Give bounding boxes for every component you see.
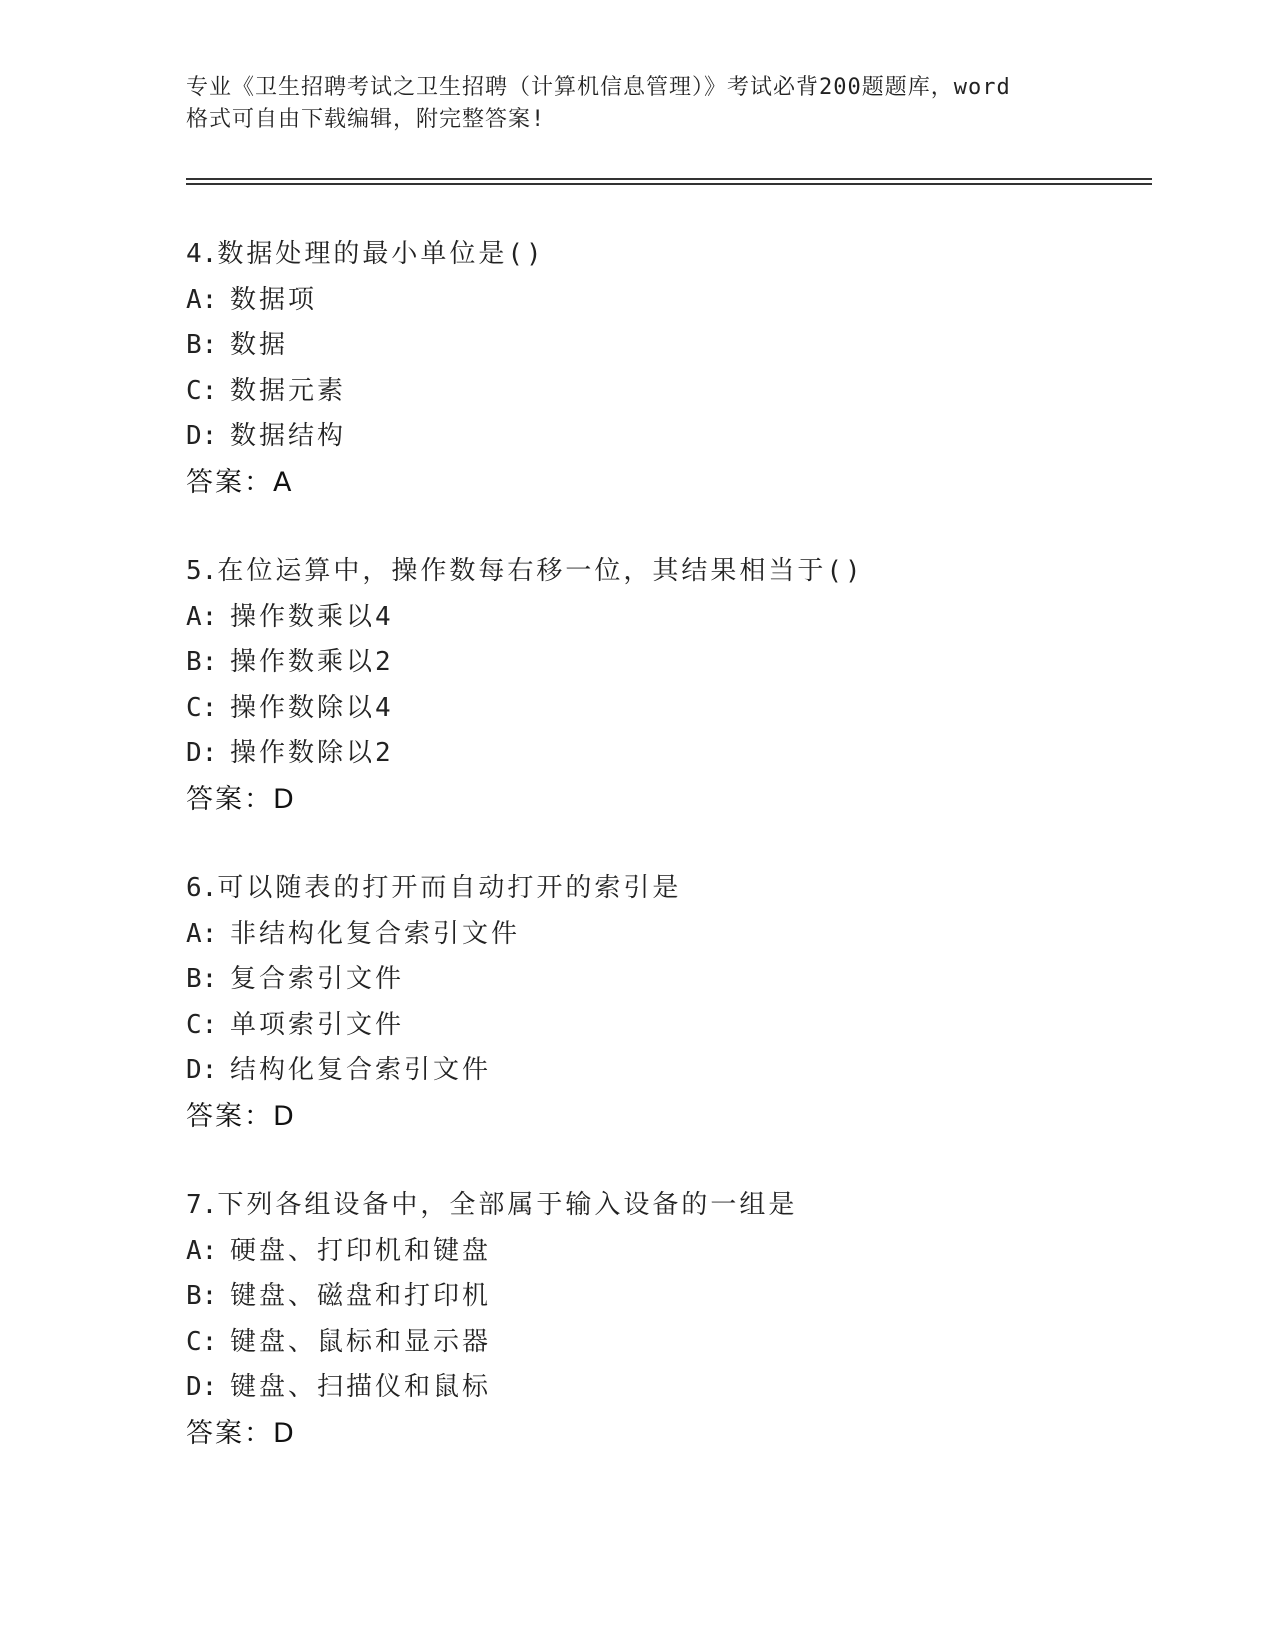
option-text: 数据元素 [230,375,347,406]
option-text: 操作数除以4 [230,692,394,723]
option-a [186,912,1146,958]
question-text: 在位运算中，操作数每右移一位，其结果相当于() [217,556,864,586]
option-text: 数据 [230,330,289,360]
option-key: B: [186,330,218,360]
option-d [186,1048,1146,1094]
option-key: D: [186,421,218,451]
question-text: 下列各组设备中，全部属于输入设备的一组是 [217,1190,798,1220]
question-block [186,232,1146,505]
option-key: B: [186,647,218,677]
option-text: 操作数乘以2 [230,647,394,677]
question-number: 6. [186,873,218,903]
answer-value: A [273,466,293,498]
option-key: B: [186,964,218,994]
option-text: 复合索引文件 [230,964,405,994]
option-text: 数据项 [230,284,318,315]
question-stem [186,1183,1146,1229]
header-divider-bottom [186,183,1152,185]
answer-value: D [273,1100,295,1132]
option-key: B: [186,1281,218,1311]
question-number: 4. [186,239,218,269]
option-c [186,1003,1146,1049]
option-text: 键盘、扫描仪和鼠标 [230,1372,492,1402]
header-line-1: 专业《卫生招聘考试之卫生招聘（计算机信息管理）》考试必背200题题库，word [186,75,1011,100]
option-a [186,595,1146,641]
option-text: 非结构化复合索引文件 [230,918,521,949]
question-list [186,232,1146,1494]
answer-label: 答案： [186,1100,273,1132]
option-key: D: [186,738,218,768]
question-text: 可以随表的打开而自动打开的索引是 [217,873,682,903]
option-b [186,957,1146,1003]
option-a [186,278,1146,324]
option-key: A: [186,284,218,315]
answer-value: D [273,783,295,815]
option-c [186,369,1146,415]
question-stem [186,232,1146,278]
option-b [186,1274,1146,1320]
answer-value: D [273,1417,295,1449]
answer-line [186,1094,1146,1140]
option-key: C: [186,692,218,723]
option-text: 数据结构 [230,421,347,451]
option-c [186,1320,1146,1366]
option-b [186,640,1146,686]
question-number: 5. [186,556,218,586]
option-key: A: [186,1235,218,1266]
question-number: 7. [186,1190,218,1220]
question-block [186,866,1146,1139]
header-divider-top [186,178,1152,180]
answer-line [186,460,1146,506]
question-stem [186,866,1146,912]
option-key: D: [186,1055,218,1085]
option-key: D: [186,1372,218,1402]
option-text: 操作数乘以4 [230,601,394,632]
answer-label: 答案： [186,466,273,498]
answer-line [186,777,1146,823]
answer-label: 答案： [186,783,273,815]
option-key: C: [186,1326,218,1357]
option-d [186,1365,1146,1411]
question-stem [186,549,1146,595]
question-block [186,549,1146,822]
option-key: A: [186,918,218,949]
option-text: 操作数除以2 [230,738,394,768]
option-key: A: [186,601,218,632]
answer-label: 答案： [186,1417,273,1449]
question-block [186,1183,1146,1456]
option-text: 键盘、鼠标和显示器 [230,1326,492,1357]
option-key: C: [186,1009,218,1040]
option-text: 结构化复合索引文件 [230,1055,492,1085]
option-text: 键盘、磁盘和打印机 [230,1281,492,1311]
option-text: 硬盘、打印机和键盘 [230,1235,492,1266]
option-d [186,414,1146,460]
option-text: 单项索引文件 [230,1009,405,1040]
answer-line [186,1411,1146,1457]
option-d [186,731,1146,777]
option-a [186,1229,1146,1275]
option-c [186,686,1146,732]
question-text: 数据处理的最小单位是() [217,239,545,269]
option-b [186,323,1146,369]
option-key: C: [186,375,218,406]
document-header [186,72,1086,136]
header-line-2: 格式可自由下载编辑，附完整答案! [186,107,546,132]
